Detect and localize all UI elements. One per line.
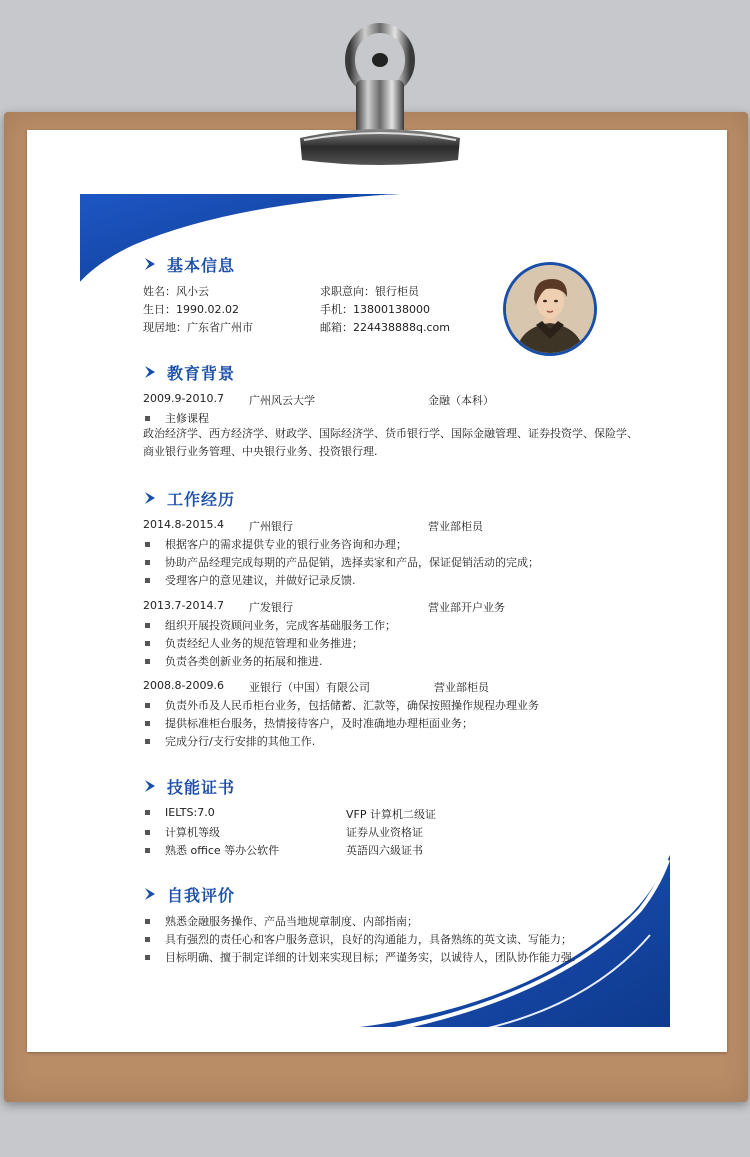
edu-school: 广州风云大学 (249, 394, 315, 407)
square-bullet-icon (145, 810, 150, 815)
list-item: 提供标准柜台服务，热情接待客户，及时准确地办理柜面业务； (143, 715, 473, 731)
section-title: 工作经历 (167, 489, 236, 509)
list-item: 完成分行/支行安排的其他工作. (143, 733, 315, 749)
list-item: 协助产品经理完成每期的产品促销，选择卖家和产品，保证促销活动的完成； (143, 554, 539, 570)
section-title: 基本信息 (167, 255, 236, 275)
skill-cert: 证券从业资格证 (346, 826, 423, 839)
square-bullet-icon (145, 416, 150, 421)
square-bullet-icon (145, 578, 150, 583)
list-item: 计算机等级 (143, 824, 220, 840)
info-name: 姓名：风小云 (143, 285, 209, 298)
section-work (143, 486, 235, 510)
section-title: 自我评价 (167, 885, 236, 905)
list-item: 具有强烈的责任心和客户服务意识，良好的沟通能力，具备熟练的英文读、写能力； (143, 931, 572, 947)
job-position: 营业部柜员 (428, 520, 483, 533)
chevron-right-icon (143, 491, 157, 505)
edu-period: 2009.9-2010.7 (143, 392, 224, 405)
square-bullet-icon (145, 830, 150, 835)
list-item: 负责各类创新业务的拓展和推进. (143, 653, 323, 669)
job-position: 营业部柜员 (434, 681, 489, 694)
square-bullet-icon (145, 955, 150, 960)
job-period: 2014.8-2015.4 (143, 518, 224, 531)
square-bullet-icon (145, 659, 150, 664)
edu-courses: 政治经济学、西方经济学、财政学、国际经济学、货币银行学、国际金融管理、证券投资学、保险学、商业银行业务管理、中央银行业务、投资银行理. (143, 427, 638, 458)
square-bullet-icon (145, 721, 150, 726)
section-basic-info (143, 252, 235, 276)
avatar (503, 262, 597, 356)
list-item: 根据客户的需求提供专业的银行业务咨询和办理； (143, 536, 407, 552)
section-skills (143, 774, 235, 798)
square-bullet-icon (145, 937, 150, 942)
square-bullet-icon (145, 623, 150, 628)
avatar-portrait-icon (506, 265, 594, 353)
chevron-right-icon (143, 257, 157, 271)
section-education (143, 360, 235, 384)
square-bullet-icon (145, 703, 150, 708)
section-title: 技能证书 (167, 777, 236, 797)
square-bullet-icon (145, 641, 150, 646)
job-company: 亚银行（中国）有限公司 (249, 681, 370, 694)
info-intent: 求职意向：银行柜员 (320, 285, 419, 298)
skill-cert: 英語四六級证书 (346, 844, 423, 857)
job-company: 广发银行 (249, 601, 293, 614)
job-period: 2013.7-2014.7 (143, 599, 224, 612)
list-item: 负责外币及人民币柜台业务，包括储蓄、汇款等，确保按照操作规程办理业务 (143, 697, 539, 713)
square-bullet-icon (145, 848, 150, 853)
info-address: 现居地：广东省广州市 (143, 321, 253, 334)
edu-major: 金融（本科） (428, 394, 494, 407)
list-item: 熟悉金融服务操作、产品当地规章制度、内部指南； (143, 913, 418, 929)
binder-clip-icon (290, 20, 470, 180)
list-item: 目标明确、擅于制定详细的计划来实现目标；严谨务实，以诚待人，团队协作能力强. (143, 949, 576, 965)
section-self-evaluation (143, 882, 235, 906)
info-birth: 生日：1990.02.02 (143, 303, 239, 316)
info-email: 邮箱：224438888q.com (320, 321, 450, 334)
section-title: 教育背景 (167, 363, 236, 383)
square-bullet-icon (145, 560, 150, 565)
list-item: 负责经纪人业务的规范管理和业务推进； (143, 635, 363, 651)
info-phone: 手机：13800138000 (320, 303, 430, 316)
job-company: 广州银行 (249, 520, 293, 533)
chevron-right-icon (143, 779, 157, 793)
list-item: IELTS:7.0 (143, 806, 215, 819)
top-corner-decoration (80, 194, 400, 284)
skill-cert: VFP 计算机二级证 (346, 808, 436, 821)
job-position: 营业部开户业务 (428, 601, 505, 614)
list-item: 组织开展投资顾问业务，完成客基础服务工作； (143, 617, 396, 633)
job-period: 2008.8-2009.6 (143, 679, 224, 692)
square-bullet-icon (145, 739, 150, 744)
chevron-right-icon (143, 365, 157, 379)
list-item: 熟悉 office 等办公软件 (143, 842, 279, 858)
list-item: 受理客户的意见建议，并做好记录反馈. (143, 572, 356, 588)
list-item: 主修课程 (143, 410, 209, 426)
square-bullet-icon (145, 542, 150, 547)
chevron-right-icon (143, 887, 157, 901)
square-bullet-icon (145, 919, 150, 924)
